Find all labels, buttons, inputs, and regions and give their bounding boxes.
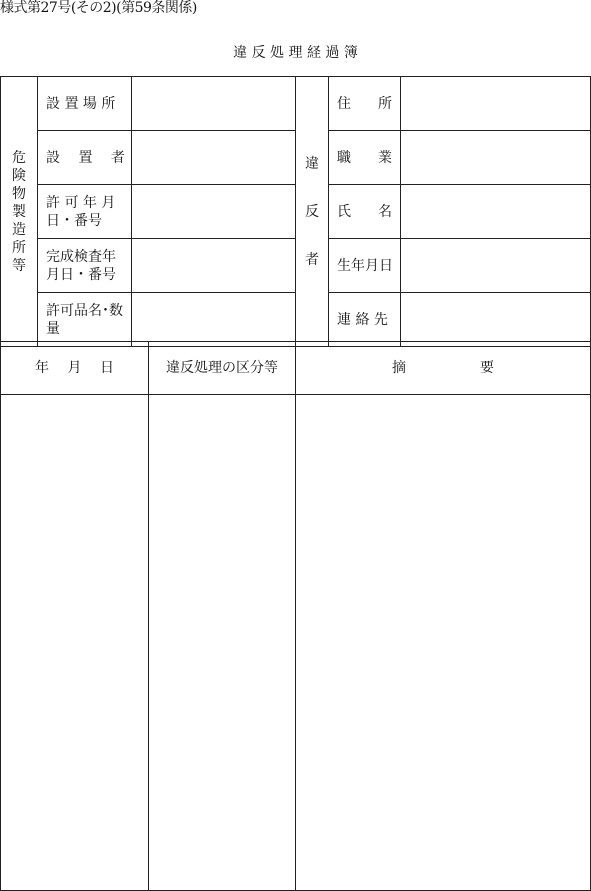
address-label: 住 所: [329, 77, 401, 131]
birth-date-field[interactable]: [401, 239, 591, 293]
facility-group-label: 危 険 物 製 造 所 等: [1, 77, 38, 347]
processing-log-table: [0, 341, 591, 891]
form-number: 様式第27号(その2)(第59条関係): [0, 0, 197, 16]
contact-label: 連 絡 先: [329, 293, 401, 347]
permitted-items-field[interactable]: [132, 293, 296, 347]
registration-table: [0, 76, 591, 347]
permit-date-field[interactable]: [132, 185, 296, 239]
summary-column-body[interactable]: [296, 395, 591, 891]
permitted-items-label: 許可品名･数 量: [38, 293, 132, 347]
install-location-field[interactable]: [132, 77, 296, 131]
birth-date-label: 生年月日: [329, 239, 401, 293]
name-field[interactable]: [401, 185, 591, 239]
date-column-body[interactable]: [1, 395, 149, 891]
form-title: 違 反 処 理 経 過 簿: [233, 45, 358, 61]
summary-column-header: 摘 要: [296, 342, 591, 395]
address-field[interactable]: [401, 77, 591, 131]
contact-field[interactable]: [401, 293, 591, 347]
inspection-date-field[interactable]: [132, 239, 296, 293]
violator-group-label: 違 反 者: [296, 77, 329, 347]
install-location-label: 設 置 場 所: [38, 77, 132, 131]
installer-field[interactable]: [132, 131, 296, 185]
permit-date-label: 許 可 年 月 日・番号: [38, 185, 132, 239]
name-label: 氏 名: [329, 185, 401, 239]
category-column-body[interactable]: [149, 395, 296, 891]
occupation-label: 職 業: [329, 131, 401, 185]
occupation-field[interactable]: [401, 131, 591, 185]
installer-label: 設 置 者: [38, 131, 132, 185]
date-column-header: 年 月 日: [1, 342, 149, 395]
category-column-header: 違反処理の区分等: [149, 342, 296, 395]
inspection-date-label: 完成検査年 月日・番号: [38, 239, 132, 293]
